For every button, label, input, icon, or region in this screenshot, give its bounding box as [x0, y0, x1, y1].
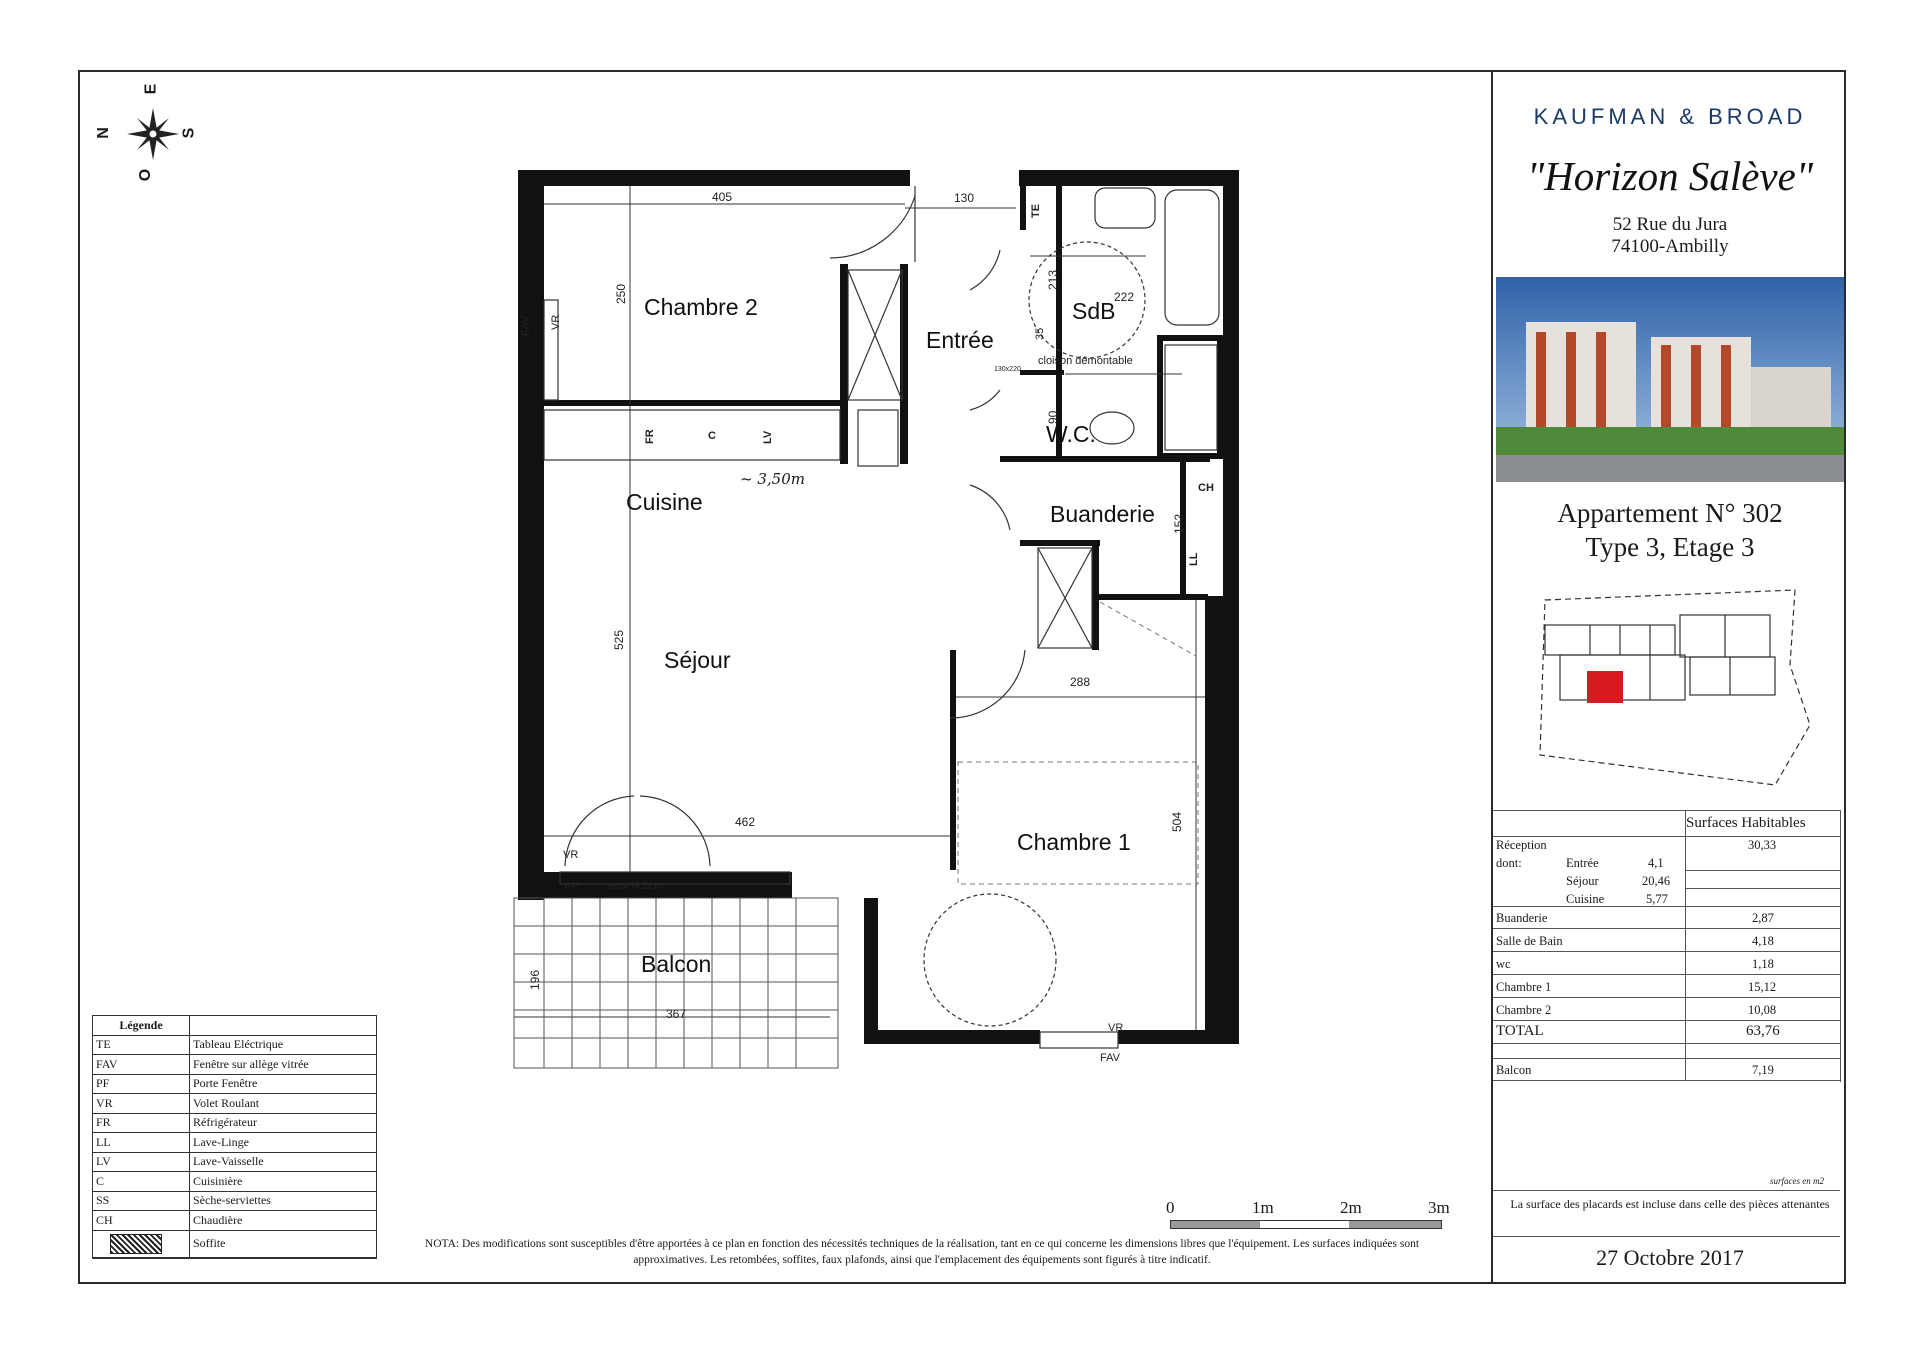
surfaces-header: Surfaces Habitables — [1686, 815, 1806, 831]
label-vr-ch1: VR — [1108, 1022, 1124, 1034]
surface-label-buanderie: Buanderie — [1496, 911, 1548, 925]
legend-row: PF Porte Fenêtre — [93, 1074, 376, 1094]
room-chambre-2: Chambre 2 — [644, 294, 758, 320]
room-chambre-1: Chambre 1 — [1017, 829, 1131, 855]
legend-row: FR Réfrigérateur — [93, 1113, 376, 1133]
surface-sub-value-sejour: 20,46 — [1642, 874, 1671, 888]
label-ch: CH — [1198, 482, 1214, 494]
scale-tick-3: 3m — [1428, 1198, 1450, 1217]
nota-disclaimer — [392, 1237, 1452, 1268]
dim-525: 525 — [612, 629, 626, 650]
dim-35: 35 — [1034, 327, 1046, 340]
dim-250: 250 — [614, 283, 628, 304]
dim-152: 152 — [1172, 513, 1186, 534]
soffite-hatch-swatch — [110, 1234, 162, 1254]
apartment-title: Appartement N° 302 — [1557, 498, 1783, 528]
compass-west: O — [137, 168, 155, 182]
surface-dont: dont: — [1496, 856, 1522, 870]
handwritten-note: ~ 3,50m — [740, 470, 805, 488]
dim-367: 367 — [666, 1007, 687, 1021]
nota-text: Des modifications sont susceptibles d'être apportées à ce plan en fonction des nécessités techniques de la réalisation, tant en ce qui concerne les dimensions libres que l'équipement. Les surfaces indiquées sont approximatives. Les retombées, soffites, faux plafonds, ainsi que l'emplacement des équipements sont figurés à titre indicatif. — [462, 1238, 1420, 1266]
dim-196: 196 — [528, 969, 542, 990]
surface-sub-label-sejour: Séjour — [1566, 874, 1599, 888]
label-pf: PF — [564, 881, 579, 893]
compass-north: N — [94, 127, 112, 139]
highlighted-apartment — [1587, 671, 1623, 703]
room-cuisine: Cuisine — [626, 489, 703, 515]
legend-row: LV Lave-Vaisselle — [93, 1152, 376, 1172]
room-buanderie: Buanderie — [1050, 501, 1155, 527]
legend-row: LL Lave-Linge — [93, 1133, 376, 1153]
surface-value-chambre2: 10,08 — [1748, 1003, 1777, 1017]
dim-462: 462 — [735, 815, 756, 829]
room-wc: W.C. — [1046, 421, 1096, 447]
surface-sub-value-entree: 4,1 — [1648, 856, 1664, 870]
label-vr-left: VR — [550, 314, 562, 330]
surface-sub-label-entree: Entrée — [1566, 856, 1599, 870]
surface-label-balcon: Balcon — [1496, 1063, 1532, 1077]
key-plan — [1530, 585, 1810, 795]
surface-value-sdb: 4,18 — [1752, 934, 1774, 948]
surface-total-label: TOTAL — [1496, 1023, 1544, 1039]
address-line-2: 74100-Ambilly — [1611, 236, 1729, 257]
legend-title: Légende — [93, 1016, 190, 1035]
placards-note: La surface des placards est incluse dans celle des pièces attenantes — [1510, 1197, 1830, 1211]
compass-south: S — [180, 127, 198, 139]
label-seuil: seuil H:2cm — [606, 880, 664, 892]
surface-value-reception: 30,33 — [1748, 838, 1777, 852]
legend-row: TE Tableau Eléctrique — [93, 1035, 376, 1055]
apartment-subtitle: Type 3, Etage 3 — [1585, 532, 1755, 562]
label-lv: LV — [762, 430, 774, 444]
room-sdb: SdB — [1072, 298, 1116, 324]
dim-130: 130 — [954, 191, 975, 205]
label-fav-left: FAV — [520, 316, 532, 336]
room-sejour: Séjour — [664, 647, 731, 673]
legend-row: C Cuisinière — [93, 1172, 376, 1192]
legend-row: SS Sèche-serviettes — [93, 1191, 376, 1211]
dim-288: 288 — [1070, 675, 1091, 689]
legend-row: VR Volet Roulant — [93, 1094, 376, 1114]
surfaces-units-note: surfaces en m2 — [1770, 1176, 1824, 1186]
compass-east: E — [142, 83, 160, 95]
legend-row: Soffite — [93, 1230, 376, 1257]
room-balcon: Balcon — [641, 951, 712, 977]
legend-row: CH Chaudière — [93, 1211, 376, 1231]
label-fr: FR — [644, 429, 656, 444]
label-te: TE — [1030, 203, 1042, 218]
surface-value-chambre1: 15,12 — [1748, 980, 1777, 994]
building-photo — [1496, 277, 1844, 482]
surface-label-wc: wc — [1496, 957, 1511, 971]
legend-row: FAV Fenêtre sur allège vitrée — [93, 1055, 376, 1075]
dim-90: 90 — [1046, 410, 1060, 424]
surface-value-wc: 1,18 — [1752, 957, 1774, 971]
document-date: 27 Octobre 2017 — [1596, 1245, 1744, 1270]
scale-tick-2: 2m — [1340, 1198, 1362, 1217]
label-c: C — [708, 430, 716, 442]
surface-label-reception: Réception — [1496, 838, 1547, 852]
surface-sub-value-cuisine: 5,77 — [1646, 892, 1668, 906]
project-name: "Horizon Salève" — [1526, 153, 1814, 199]
label-cloison: cloison démontable — [1038, 355, 1133, 367]
brand-logo: KAUFMAN & BROAD — [1533, 104, 1807, 129]
surface-label-sdb: Salle de Bain — [1496, 934, 1563, 948]
room-entree: Entrée — [926, 327, 994, 353]
surface-label-chambre1: Chambre 1 — [1496, 980, 1552, 994]
nota-label: NOTA: — [424, 1238, 460, 1250]
label-vr-bottom: VR — [563, 849, 579, 861]
dim-213: 213 — [1046, 269, 1060, 290]
scale-bar-graphic — [1170, 1220, 1442, 1229]
label-fav-ch1: FAV — [1100, 1052, 1120, 1064]
surface-label-chambre2: Chambre 2 — [1496, 1003, 1552, 1017]
label-ll: LL — [1188, 552, 1200, 566]
surface-value-buanderie: 2,87 — [1752, 911, 1774, 925]
dim-405: 405 — [712, 190, 733, 204]
dim-222: 222 — [1114, 290, 1135, 304]
legend-table — [92, 1015, 377, 1259]
label-cloison-small: 130x220 — [994, 366, 1021, 373]
address-line-1: 52 Rue du Jura — [1612, 214, 1728, 235]
scale-tick-1: 1m — [1252, 1198, 1274, 1217]
surface-total-value: 63,76 — [1746, 1023, 1780, 1039]
dim-504: 504 — [1170, 811, 1184, 832]
surface-value-balcon: 7,19 — [1752, 1063, 1774, 1077]
surface-sub-label-cuisine: Cuisine — [1566, 892, 1605, 906]
scale-tick-0: 0 — [1166, 1198, 1175, 1217]
